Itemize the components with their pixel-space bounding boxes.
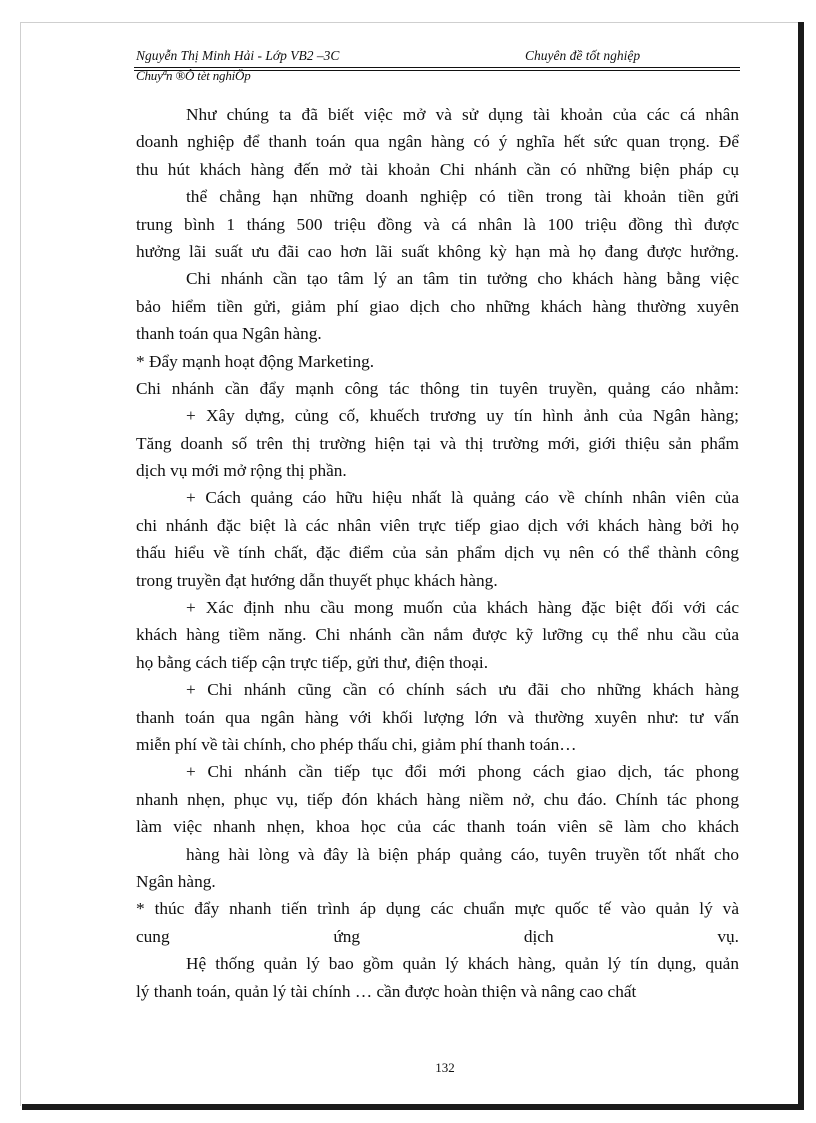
text-line: thể chẳng hạn những doanh nghiệp có tiền trong tài khoản tiền gửi [186, 187, 739, 207]
text-line: doanh nghiệp để thanh toán qua ngân hàng có ý nghĩa hết sức quan trọng. Để [136, 132, 739, 152]
text-line: thu hút khách hàng đến mở tài khoản Chi nhánh cần có những biện pháp cụ [136, 159, 739, 179]
text-line: làm việc nhanh nhẹn, khoa học của các thanh toán viên sẽ làm cho khách [136, 817, 739, 837]
page-shadow-right [798, 22, 804, 1110]
text-line: + Chi nhánh cũng cần có chính sách ưu đãi cho những khách hàng [186, 680, 739, 700]
text-line: thanh toán qua Ngân hàng. [136, 324, 322, 344]
page-footer [0, 1060, 816, 1076]
text-line: + Xây dựng, củng cố, khuếch trương uy tín hình ảnh của Ngân hàng; [186, 406, 739, 426]
page-border-top [20, 22, 800, 23]
text-line: + Cách quảng cáo hữu hiệu nhất là quảng cáo về chính nhân viên của [186, 488, 739, 508]
text-line: dịch vụ mới mở rộng thị phần. [136, 461, 347, 481]
text-line: bảo hiểm tiền gửi, giảm phí giao dịch cho những khách hàng thường xuyên [136, 296, 739, 316]
text-line: Ngân hàng. [136, 871, 216, 891]
text-line: + Xác định nhu cầu mong muốn của khách hàng đặc biệt đối với các [186, 598, 739, 618]
text-line: Hệ thống quản lý bao gồm quản lý khách hàng, quản lý tín dụng, quản [186, 954, 739, 974]
text-line: trung bình 1 tháng 500 triệu đồng và cá nhân là 100 triệu đồng thì được [136, 214, 739, 234]
text-line: cung ứng dịch vụ. [136, 926, 739, 946]
text-line: Tăng doanh số trên thị trường hiện tại và thị trường mới, giới thiệu sản phẩm [136, 433, 739, 453]
text-line: chi nhánh đặc biệt là các nhân viên trực tiếp giao dịch với khách hàng bởi họ [136, 515, 739, 535]
text-line: Chi nhánh cần tạo tâm lý an tâm tin tưởng cho khách hàng bằng việc [186, 269, 739, 289]
text-line: hàng hài lòng và đây là biện pháp quảng cáo, tuyên truyền tốt nhất cho [186, 844, 739, 864]
header-title: Chuyên đề tốt nghiệp [525, 48, 641, 63]
text-line: thanh toán qua ngân hàng với khối lượng lớn và thường xuyên như: tư vấn [136, 707, 739, 727]
page-border-left [20, 22, 21, 1106]
text-line: + Chi nhánh cần tiếp tục đổi mới phong cách giao dịch, tác phong [186, 762, 739, 782]
header-subtitle: Chuyªn ®Ò tèt nghiÖp [136, 68, 251, 83]
text-line: * thúc đẩy nhanh tiến trình áp dụng các chuẩn mực quốc tế vào quản lý và [136, 899, 739, 919]
page-shadow-bottom [22, 1104, 804, 1110]
body-text [136, 101, 739, 1005]
text-line: miễn phí về tài chính, cho phép thấu chi, giảm phí thanh toán… [136, 734, 577, 754]
text-line: lý thanh toán, quản lý tài chính … cần được hoàn thiện và nâng cao chất [136, 981, 637, 1001]
text-line: Như chúng ta đã biết việc mở và sử dụng tài khoản của các cá nhân [186, 105, 739, 124]
text-line: khách hàng tiềm năng. Chi nhánh cần nắm được kỹ lưỡng cụ thể nhu cầu của [136, 625, 739, 645]
text-line: hưởng lãi suất ưu đãi cao hơn lãi suất không kỳ hạn mà họ đang được hưởng. [136, 241, 739, 261]
text-line: thấu hiểu về tính chất, đặc điểm của sản phẩm dịch vụ nên có thể thành công [136, 543, 739, 563]
text-line: * Đẩy mạnh hoạt động Marketing. [136, 351, 375, 371]
text-line: Chi nhánh cần đẩy mạnh công tác thông tin tuyên truyền, quảng cáo nhằm: [136, 378, 739, 398]
text-line: nhanh nhẹn, phục vụ, tiếp đón khách hàng niềm nở, chu đáo. Chính tác phong [136, 789, 739, 809]
text-line: họ bằng cách tiếp cận trực tiếp, gửi thư, điện thoại. [136, 652, 489, 672]
page-number: 132 [435, 1060, 455, 1075]
header-author: Nguyễn Thị Minh Hải - Lớp VB2 –3C [136, 48, 340, 63]
text-line: trong truyền đạt hướng dẫn thuyết phục khách hàng. [136, 570, 498, 590]
